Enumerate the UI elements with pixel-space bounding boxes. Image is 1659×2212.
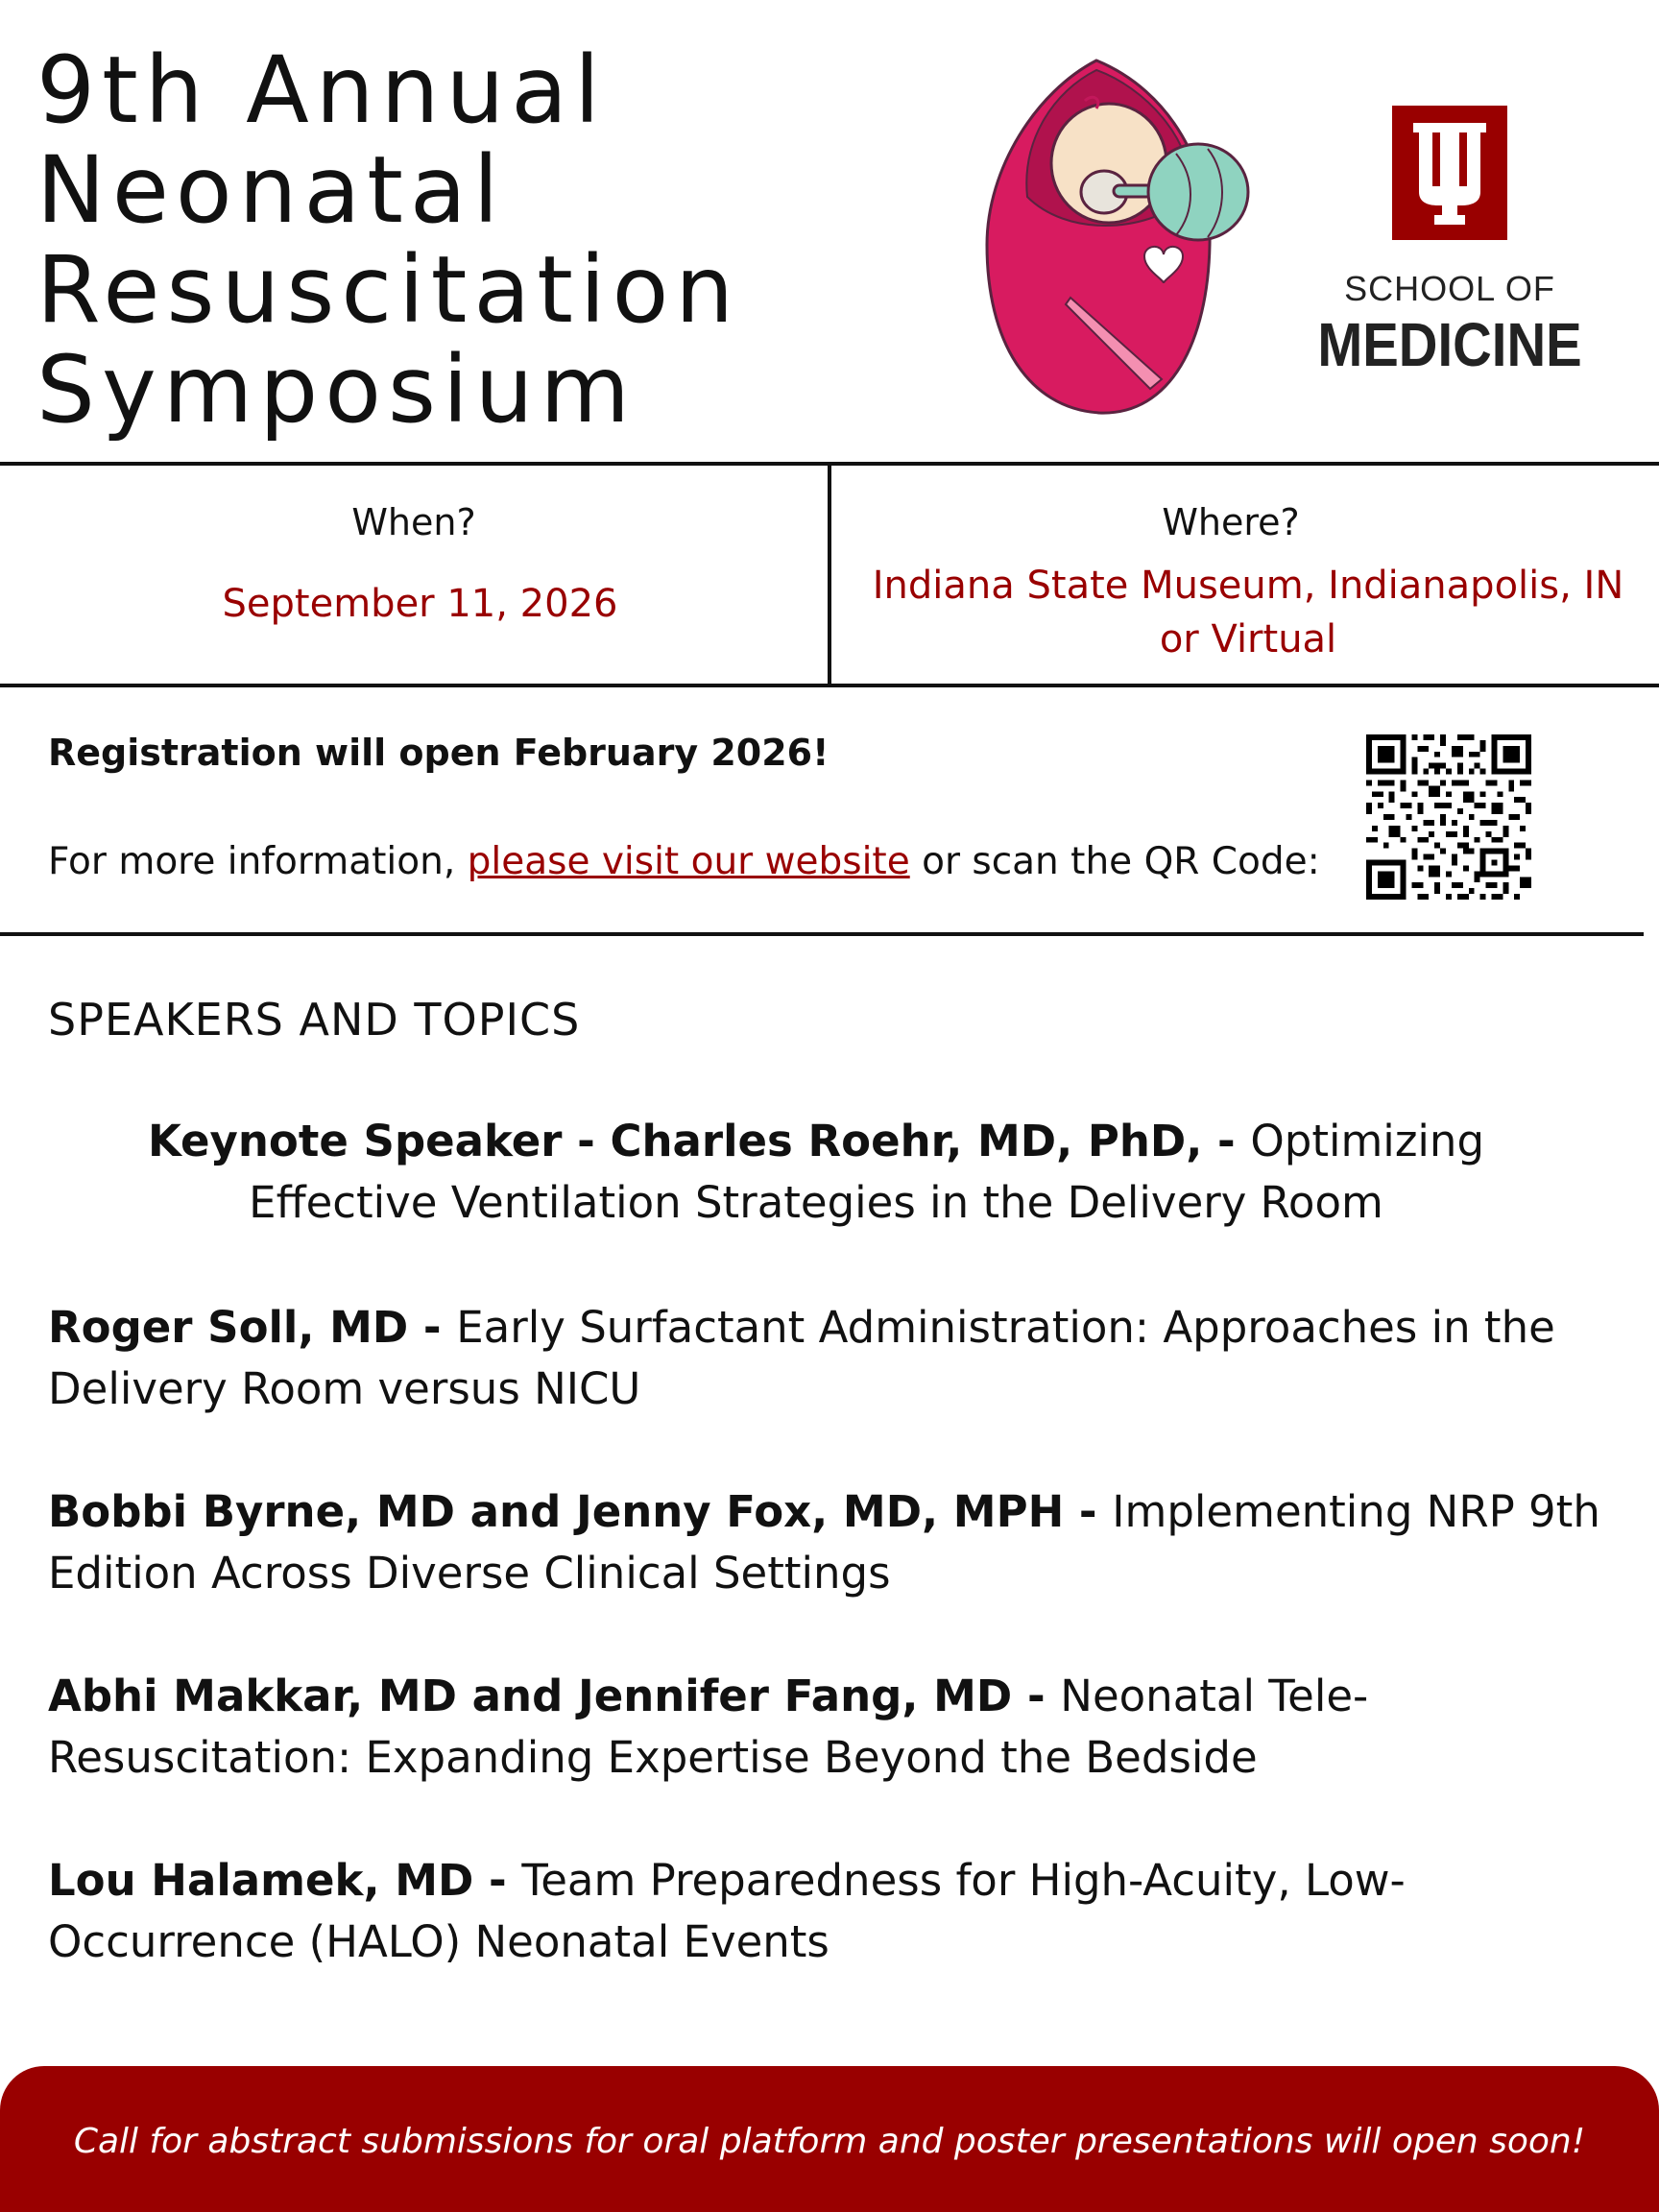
where-venue: Indiana State Museum, Indianapolis, IN xyxy=(872,564,1624,608)
iu-school-of-medicine-logo xyxy=(1296,106,1584,379)
divider-vertical xyxy=(828,462,831,687)
where-label: Where? xyxy=(1162,501,1300,543)
speaker-entry-keynote xyxy=(77,1111,1555,1234)
speaker-name: Roger Soll, MD - xyxy=(48,1302,457,1353)
website-link[interactable]: please visit our website xyxy=(467,840,910,883)
speaker-entry xyxy=(48,1481,1603,1604)
speaker-name: Keynote Speaker - Charles Roehr, MD, PhD, - xyxy=(147,1116,1251,1166)
speaker-entry xyxy=(48,1297,1603,1420)
speaker-topic: Team Preparedness for High-Acuity, Low-Occurrence (HALO) Neonatal Events xyxy=(48,1855,1406,1967)
speaker-topic: Optimizing Effective Ventilation Strategies in the Delivery Room xyxy=(249,1116,1485,1228)
where-virtual: or Virtual xyxy=(1159,617,1337,661)
info-suffix: or scan the QR Code: xyxy=(909,840,1320,883)
banner-text: Call for abstract submissions for oral platform and poster presentations will open soon! xyxy=(73,2122,1586,2161)
symposium-title xyxy=(36,36,766,444)
speaker-name: Lou Halamek, MD - xyxy=(48,1855,522,1906)
speaker-entry xyxy=(48,1666,1603,1789)
registration-info xyxy=(48,840,1320,883)
speaker-name: Bobbi Byrne, MD and Jenny Fox, MD, MPH - xyxy=(48,1486,1113,1537)
swaddled-baby-icon xyxy=(979,53,1267,422)
qr-code-icon[interactable] xyxy=(1366,734,1531,900)
speaker-topic: Neonatal Tele-Resuscitation: Expanding Expertise Beyond the Bedside xyxy=(48,1671,1369,1783)
info-prefix: For more information, xyxy=(48,840,468,883)
title-line-3: Resuscitation xyxy=(36,236,741,344)
logo-medicine-text: MEDICINE xyxy=(1317,310,1582,379)
divider-middle xyxy=(0,684,1659,687)
abstract-call-banner xyxy=(0,2066,1659,2212)
speakers-heading: SPEAKERS AND TOPICS xyxy=(48,994,581,1046)
registration-headline: Registration will open February 2026! xyxy=(48,732,830,774)
iu-trident-icon xyxy=(1392,106,1507,240)
title-line-1: 9th Annual xyxy=(36,36,607,144)
divider-bottom xyxy=(0,932,1644,936)
logo-school-of-text: SCHOOL OF xyxy=(1344,269,1555,308)
speaker-topic: Implementing NRP 9th Edition Across Diverse Clinical Settings xyxy=(48,1486,1600,1599)
where-location xyxy=(845,559,1651,666)
speaker-name: Abhi Makkar, MD and Jennifer Fang, MD - xyxy=(48,1671,1061,1721)
when-label: When? xyxy=(351,501,476,543)
title-line-2: Neonatal xyxy=(36,136,506,244)
speaker-entry xyxy=(48,1850,1603,1973)
when-date: September 11, 2026 xyxy=(222,582,618,626)
speaker-topic: Early Surfactant Administration: Approaches in the Delivery Room versus NICU xyxy=(48,1302,1555,1414)
title-line-4: Symposium xyxy=(36,336,637,444)
